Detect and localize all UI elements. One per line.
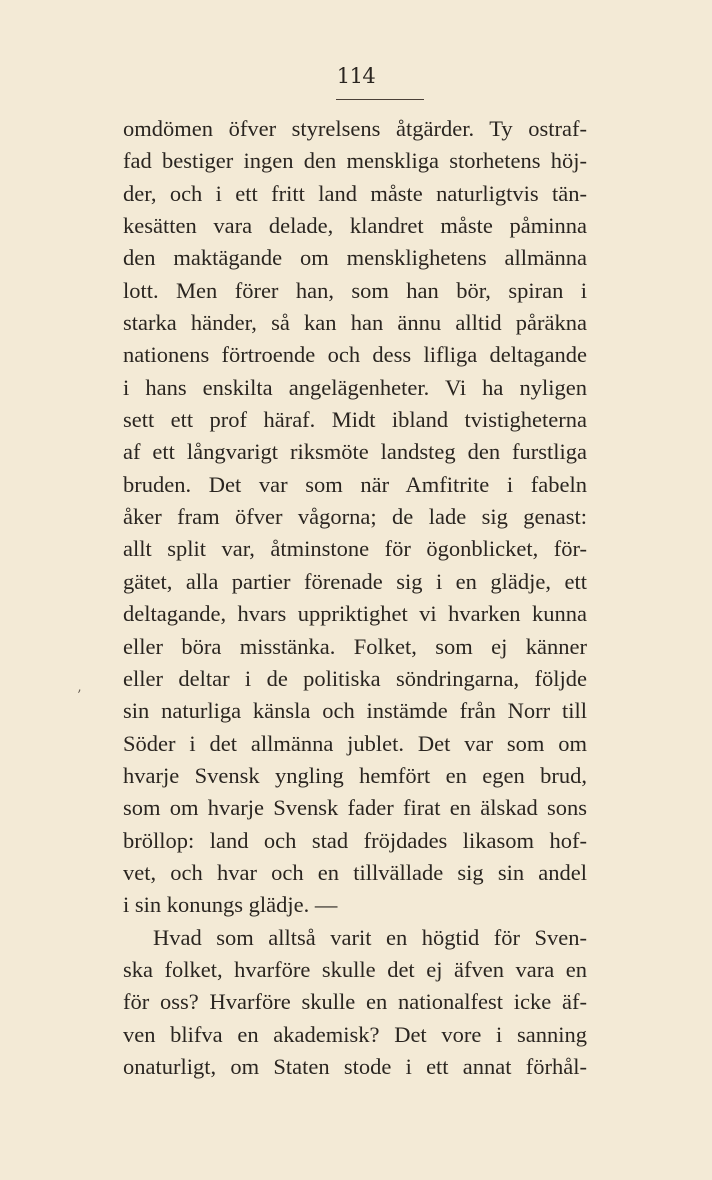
text-line: fad bestiger ingen den menskliga storhetens höj-: [123, 148, 587, 174]
text-line: eller böra misstänka. Folket, som ej känner: [123, 633, 587, 659]
text-line: i sin konungs glädje. —: [123, 892, 338, 918]
text-line: ven blifva en akademisk? Det vore i sanning: [123, 1021, 587, 1047]
page-number: 114: [336, 64, 376, 88]
text-line: hvarje Svensk yngling hemfört en egen brud,: [123, 762, 587, 788]
text-line: för oss? Hvarföre skulle en nationalfest icke äf-: [123, 989, 587, 1015]
text-line: sett ett prof häraf. Midt ibland tvistigheterna: [123, 407, 587, 433]
text-line: deltagande, hvars uppriktighet vi hvarken kunna: [123, 601, 587, 627]
text-line: onaturligt, om Staten stode i ett annat förhål-: [123, 1053, 587, 1079]
text-line: åker fram öfver vågorna; de lade sig genast:: [123, 504, 587, 530]
margin-mark: ’: [77, 688, 82, 704]
body-text: [123, 113, 587, 1083]
text-line: i hans enskilta angelägenheter. Vi ha nyligen: [123, 374, 587, 400]
text-line: sin naturliga känsla och instämde från Norr till: [123, 698, 587, 724]
text-line: lott. Men förer han, som han bör, spiran i: [123, 277, 587, 303]
text-line: af ett långvarigt riksmöte landsteg den furstliga: [123, 439, 587, 465]
text-line: vet, och hvar och en tillvällade sig sin andel: [123, 859, 587, 885]
text-line: der, och i ett fritt land måste naturligtvis tän-: [123, 180, 587, 206]
text-line: gätet, alla partier förenade sig i en glädje, ett: [123, 568, 587, 594]
text-line: den maktägande om mensklighetens allmänna: [123, 245, 587, 271]
text-line: nationens förtroende och dess lifliga deltagande: [123, 342, 587, 368]
text-line: bruden. Det var som när Amfitrite i fabeln: [123, 471, 587, 497]
text-line: Söder i det allmänna jublet. Det var som om: [123, 730, 587, 756]
page-number-rule: [336, 99, 424, 100]
text-line: ska folket, hvarföre skulle det ej äfven vara en: [123, 956, 587, 982]
text-line: starka händer, så kan han ännu alltid påräkna: [123, 310, 587, 336]
text-line: bröllop: land och stad fröjdades likasom hof-: [123, 827, 587, 853]
text-line: Hvad som alltså varit en högtid för Sven-: [153, 924, 587, 950]
text-line: omdömen öfver styrelsens åtgärder. Ty ostraf-: [123, 116, 587, 141]
text-line: allt split var, åtminstone för ögonblicket, för-: [123, 536, 587, 562]
text-line: som om hvarje Svensk fader firat en älskad sons: [123, 795, 587, 821]
text-line: kesätten vara delade, klandret måste påminna: [123, 213, 587, 239]
text-line: eller deltar i de politiska söndringarna, följde: [123, 665, 587, 691]
